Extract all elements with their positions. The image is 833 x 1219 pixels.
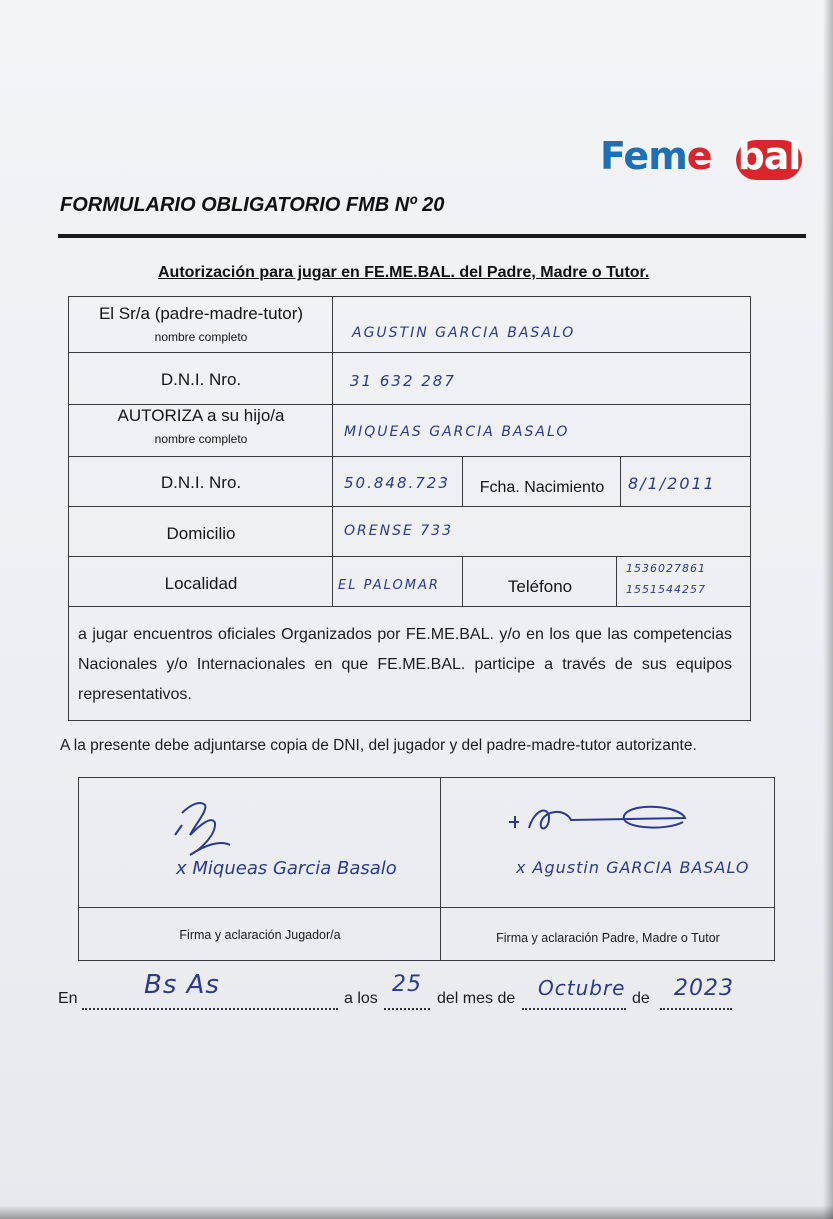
authorization-paragraph: a jugar encuentros oficiales Organizados por FE.ME.BAL. y/o en los que las competencias Nacionales y/o Internacionales en que FE.ME.BAL. participe a través de sus equipos representativos. [78, 626, 732, 703]
parent-sublabel: nombre completo [154, 330, 248, 344]
child-name-value: MIQUEAS GARCIA BASALO [344, 424, 570, 440]
paper-bottom-shadow [0, 1205, 833, 1219]
birth-date-value: 8/1/2011 [628, 474, 716, 493]
child-sublabel: nombre completo [154, 432, 248, 446]
logo-pill [736, 134, 802, 180]
paper-edge-shadow [823, 0, 833, 1219]
title-divider [58, 234, 806, 238]
parent-label [70, 304, 332, 344]
footer-month-value: Octubre [538, 976, 626, 1000]
footer-de-label: de [632, 990, 650, 1007]
footer-place-value: Bs As [144, 970, 220, 1000]
phone-label: Teléfono [507, 577, 573, 596]
locality-label: Localidad [164, 574, 238, 593]
attachment-note: A la presente debe adjuntarse copia de DNI, del jugador y del padre-madre-tutor autorizante. [60, 737, 697, 754]
parent-signature-caption: Firma y aclaración Padre, Madre o Tutor [496, 931, 720, 945]
address-value: ORENSE 733 [344, 523, 453, 539]
footer-los-label: a los [344, 990, 378, 1007]
logo-text-e: e [686, 134, 712, 178]
child-dni-value: 50.848.723 [344, 474, 450, 492]
phone-value-1: 1536027861 [626, 562, 706, 575]
phone-value-2: 1551544257 [626, 583, 706, 596]
address-label: Domicilio [166, 524, 236, 543]
player-signature-caption: Firma y aclaración Jugador/a [179, 928, 341, 942]
parent-dni-label: D.N.I. Nro. [160, 370, 242, 389]
parent-label-text: El Sr/a (padre-madre-tutor) [98, 304, 304, 323]
parent-signature [505, 798, 695, 848]
form-subtitle: Autorización para jugar en FE.ME.BAL. del Padre, Madre o Tutor. [158, 264, 650, 281]
logo-text-bal: bal [737, 134, 801, 178]
footer-en-label: En [58, 990, 78, 1007]
child-label-text: AUTORIZA a su hijo/a [117, 406, 285, 425]
form-title: FORMULARIO OBLIGATORIO FMB Nº 20 [60, 194, 445, 216]
footer-mes-label: del mes de [437, 990, 516, 1007]
child-label [70, 406, 332, 446]
player-signature [160, 795, 250, 865]
logo-text-fem: Fem [600, 134, 687, 178]
parent-name-value: AGUSTIN GARCIA BASALO [352, 325, 576, 341]
child-dni-label: D.N.I. Nro. [160, 473, 242, 492]
player-name-clarification: x Miqueas Garcia Basalo [176, 858, 397, 879]
locality-value: EL PALOMAR [338, 578, 440, 593]
parent-dni-value: 31 632 287 [350, 372, 456, 390]
footer-day-value: 25 [392, 972, 422, 997]
birth-date-label: Fcha. Nacimiento [479, 479, 605, 496]
parent-name-clarification: x Agustin GARCIA BASALO [516, 858, 750, 877]
footer-year-value: 2023 [674, 976, 734, 1001]
femebal-logo [600, 128, 810, 188]
